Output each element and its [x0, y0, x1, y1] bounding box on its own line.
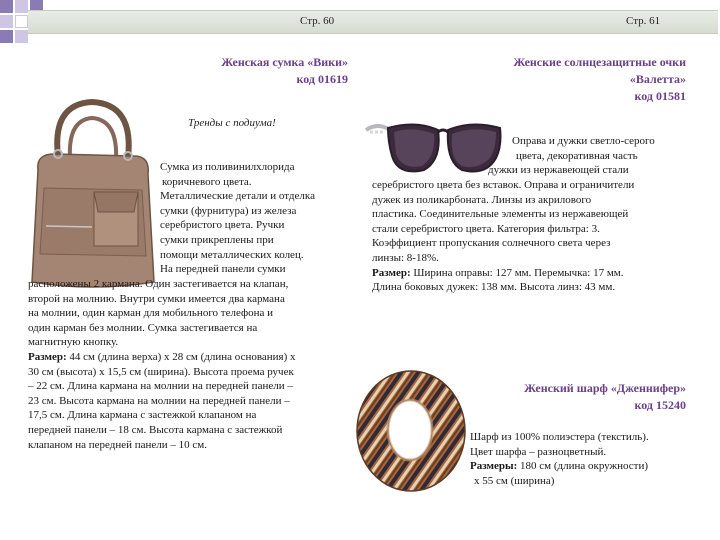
scarf-body-text	[470, 430, 710, 488]
bag-line: магнитную кнопку.	[28, 336, 119, 349]
glasses-size-value: Ширина оправы: 127 мм. Перемычка: 17 мм.	[410, 266, 624, 279]
bag-line: помощи металлических колец.	[160, 248, 304, 261]
bag-size-value: 44 см (длина верха) х 28 см (длина основания) х	[66, 350, 296, 363]
page-number-right: Стр. 61	[626, 15, 661, 27]
glasses-line: Оправа и дужки светло-серого	[512, 135, 655, 147]
bag-line: – 22 см. Длина кармана на молнии на передней панели –	[28, 380, 293, 393]
bag-line: сумки (фурнитура) из железа	[160, 204, 297, 217]
glasses-line: линзы: 8-18%.	[372, 251, 439, 264]
scarf-size-line	[470, 459, 710, 474]
bag-title-line1: Женская сумка «Вики»	[221, 55, 348, 69]
scarf-title	[386, 380, 686, 414]
bag-line: Сумка из поливинилхлорида	[160, 161, 295, 173]
bag-line: коричневого цвета.	[162, 175, 252, 188]
glasses-code: код 01581	[634, 89, 686, 103]
scarf-line: х 55 см (ширина)	[474, 474, 555, 487]
scarf-code: код 15240	[634, 398, 686, 412]
bag-body-text	[28, 277, 360, 452]
bag-wrap-text	[160, 160, 315, 277]
bag-line: Металлические детали и отделка	[160, 190, 315, 203]
bag-line: 30 см (высота) х 15,5 см (ширина). Высота проема ручек	[28, 365, 294, 378]
bag-line: серебристого цвета. Ручки	[160, 219, 285, 232]
bag-code: код 01619	[296, 72, 348, 86]
scarf-line: Цвет шарфа – разноцветный.	[470, 445, 607, 458]
bag-subtitle: Тренды с подиума!	[188, 117, 276, 129]
glasses-line: дужки из нержавеющей стали	[488, 164, 629, 177]
bag-line: один карман без молнии. Сумка застегивается на	[28, 321, 258, 334]
handbag-icon	[22, 96, 162, 292]
glasses-line: Коэффициент пропускания солнечного света через	[372, 237, 611, 250]
header-bar	[28, 10, 718, 34]
bag-line: клапаном на передней панели – 10 см.	[28, 438, 208, 451]
glasses-line: цвета, декоративная часть	[516, 149, 638, 162]
bag-line: расположены 2 кармана. Один застегивается на клапан,	[28, 278, 289, 290]
bag-line: 23 см. Высота кармана на молнии на передней панели –	[28, 394, 290, 407]
scarf-title-line1: Женский шарф «Дженнифер»	[524, 381, 686, 395]
glasses-line: стали серебристого цвета. Категория фильтра: 3.	[372, 222, 600, 235]
glasses-line: Длина боковых дужек: 138 мм. Высота линз: 43 мм.	[372, 281, 616, 294]
page-number-left: Стр. 60	[300, 15, 335, 27]
glasses-size-label: Размер:	[372, 266, 411, 279]
scarf-line: Шарф из 100% полиэстера (текстиль).	[470, 431, 649, 443]
glasses-line: серебристого цвета без вставок. Оправа и ограничители	[372, 179, 635, 191]
bag-line: передней панели – 18 см. Высота кармана с застежкой	[28, 423, 283, 436]
bag-title	[48, 54, 348, 88]
bag-line: На передней панели сумки	[160, 263, 286, 276]
bag-line: на молнии, один карман для мобильного телефона и	[28, 307, 274, 320]
scarf-size-value: 180 см (длина окружности)	[517, 460, 649, 473]
glasses-title-line2: «Валетта»	[629, 72, 686, 86]
glasses-title-line1: Женские солнцезащитные очки	[513, 55, 686, 69]
bag-line: сумки прикреплены при	[160, 233, 274, 246]
glasses-wrap-text	[488, 134, 655, 178]
scarf-size-label: Размеры:	[470, 460, 518, 473]
bag-line: 17,5 см. Длина кармана с застежкой клапаном на	[28, 409, 257, 422]
glasses-size-line	[372, 266, 702, 281]
glasses-line: пластика. Соединительные элементы из нержавеющей	[372, 208, 629, 221]
glasses-body-text	[372, 178, 702, 295]
glasses-line: дужек из поликарбоната. Линзы из акрилового	[372, 193, 592, 206]
glasses-title	[366, 54, 686, 105]
bag-line: второй на молнию. Внутри сумки имеется два кармана	[28, 292, 285, 305]
bag-size-label: Размер:	[28, 350, 67, 363]
bag-size-line	[28, 350, 360, 365]
